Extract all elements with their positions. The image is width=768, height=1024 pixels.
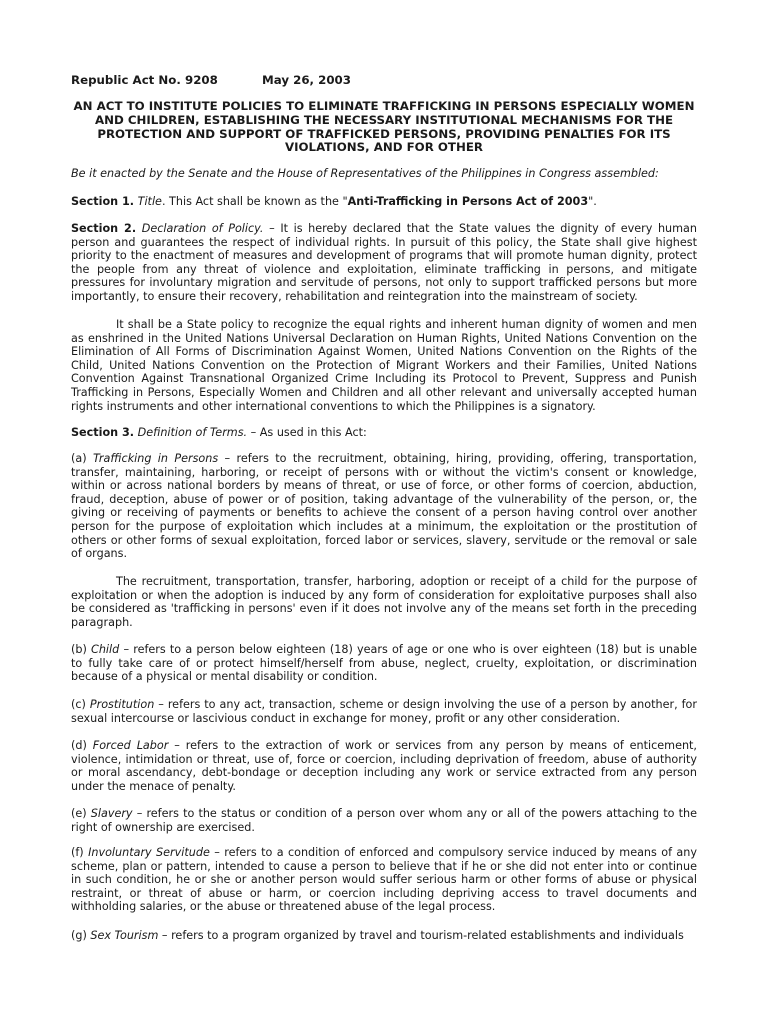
definition-g-text: – refers to a program organized by travel and tourism-related establishments and individuals <box>158 929 684 942</box>
section-1 <box>71 195 697 209</box>
definition-g-prefix: (g) <box>71 929 91 942</box>
enacting-clause: Be it enacted by the Senate and the House of Representatives of the Philippines in Congress assembled: <box>71 167 659 180</box>
document-header <box>71 74 697 88</box>
definition-c-term: Prostitution <box>89 698 155 711</box>
definition-a-paragraph-2: The recruitment, transportation, transfer, harboring, adoption or receipt of a child for the purpose of exploitation or when the adoption is induced by any form of consideration for exploitative purposes shall also be considered as 'trafficking in persons' even if it does not involve any of the means set forth in the preceding paragraph. <box>71 575 697 629</box>
section-1-text-after: ". <box>588 195 597 208</box>
definition-f <box>71 846 697 914</box>
section-2-heading: Declaration of Policy. <box>141 222 264 235</box>
section-2-paragraph-2: It shall be a State policy to recognize the equal rights and inherent human dignity of women and men as enshrined in the United Nations Universal Declaration on Human Rights, United Nations Convention on the Elimination of All Forms of Discrimination Against Women, United Nations Convention on the Rights of the Child, United Nations Convention on the Protection of Migrant Workers and their Families, United Nations Convention Against Transnational Organized Crime Including its Protocol to Prevent, Suppress and Punish Trafficking in Persons, Especially Women and Children and all other relevant and universally accepted human rights instruments and other international conventions to which the Philippines is a signatory. <box>71 318 697 413</box>
definition-g <box>71 929 697 943</box>
act-date: May 26, 2003 <box>262 73 351 87</box>
definition-f-text: – refers to a condition of enforced and compulsory service induced by means of any scheme, plan or pattern, intended to cause a person to believe that if he or she did not enter into or continue in such condition, he or she or another person would suffer serious harm or other forms of abuse or physical restraint, or threat of abuse or harm, or coercion including depriving access to travel documents and withholding salaries, or the abuse or threatened abuse of the legal process. <box>71 846 697 914</box>
definition-b-term: Child <box>91 643 120 656</box>
definition-a-prefix: (a) <box>71 452 93 465</box>
definition-e <box>71 807 697 834</box>
definition-a-text: – refers to the recruitment, obtaining, hiring, providing, offering, transportation, transfer, maintaining, harboring, or receipt of persons with or without the victim's consent or knowledge, within or across national borders by means of threat, or use of force, or other forms of coercion, abduction, fraud, deception, abuse of power or of position, taking advantage of the vulnerability of the person, or, the giving or receiving of payments or benefits to achieve the consent of a person having control over another person for the purpose of exploitation which includes at a minimum, the exploitation or the prostitution of others or other forms of sexual exploitation, forced labor or services, slavery, servitude or the removal or sale of organs. <box>71 452 697 561</box>
definition-a-term: Trafficking in Persons <box>92 452 219 465</box>
section-2 <box>71 222 697 304</box>
act-number: Republic Act No. 9208 <box>71 73 218 87</box>
definition-b-prefix: (b) <box>71 643 92 656</box>
section-3-intro: – As used in this Act: <box>247 426 367 439</box>
definition-c <box>71 698 697 725</box>
definition-a <box>71 452 697 561</box>
definition-g-term: Sex Tourism <box>90 929 159 942</box>
definition-b <box>71 643 697 684</box>
act-title: AN ACT TO INSTITUTE POLICIES TO ELIMINATE TRAFFICKING IN PERSONS ESPECIALLY WOMEN AND CHILDREN, ESTABLISHING THE NECESSARY INSTITUTIONAL MECHANISMS FOR THE PROTECTION AND SUPPORT OF TRAFFICKED PERSONS, PROVIDING PENALTIES FOR ITS VIOLATIONS, AND FOR OTHER <box>73 99 695 155</box>
definition-c-prefix: (c) <box>71 698 90 711</box>
definition-e-text: – refers to the status or condition of a person over whom any or all of the powers attaching to the right of ownership are exercised. <box>71 807 697 834</box>
definition-b-text: – refers to a person below eighteen (18) years of age or one who is over eighteen (18) but is unable to fully take care of or protect himself/herself from abuse, neglect, cruelty, exploitation, or discrimination because of a physical or mental disability or condition. <box>71 643 697 684</box>
definition-e-term: Slavery <box>90 807 133 820</box>
section-2-text: – It is hereby declared that the State values the dignity of every human person and guarantees the respect of individual rights. In pursuit of this policy, the State shall give highest priority to the enactment of measures and development of programs that will promote human dignity, protect the people from any threat of violence and exploitation, eliminate trafficking in persons, and mitigate pressures for involuntary migration and servitude of persons, not only to support trafficked persons but more importantly, to ensure their recovery, rehabilitation and reintegration into the mainstream of society. <box>71 222 697 303</box>
section-1-text-before: . This Act shall be known as the " <box>161 195 348 208</box>
definition-d-text: – refers to the extraction of work or services from any person by means of enticement, violence, intimidation or threat, use of, force or coercion, including deprivation of freedom, abuse of authority or moral ascendancy, debt-bondage or deception including any work or service extracted from any person under the menace of penalty. <box>71 739 697 793</box>
section-3 <box>71 426 697 440</box>
section-3-label: Section 3. <box>71 426 135 439</box>
section-3-heading: Definition of Terms. <box>137 426 248 439</box>
short-title: Anti-Trafficking in Persons Act of 2003 <box>347 195 589 208</box>
definition-d-prefix: (d) <box>71 739 93 752</box>
definition-f-prefix: (f) <box>71 846 89 859</box>
definition-f-term: Involuntary Servitude <box>88 846 210 859</box>
section-2-label: Section 2. <box>71 222 137 235</box>
definition-d <box>71 739 697 793</box>
definition-e-prefix: (e) <box>71 807 91 820</box>
section-1-label: Section 1. <box>71 195 135 208</box>
section-1-heading: Title <box>137 195 162 208</box>
definition-c-text: – refers to any act, transaction, scheme or design involving the use of a person by another, for sexual intercourse or lascivious conduct in exchange for money, profit or any other consideration. <box>71 698 697 725</box>
definition-d-term: Forced Labor <box>92 739 169 752</box>
